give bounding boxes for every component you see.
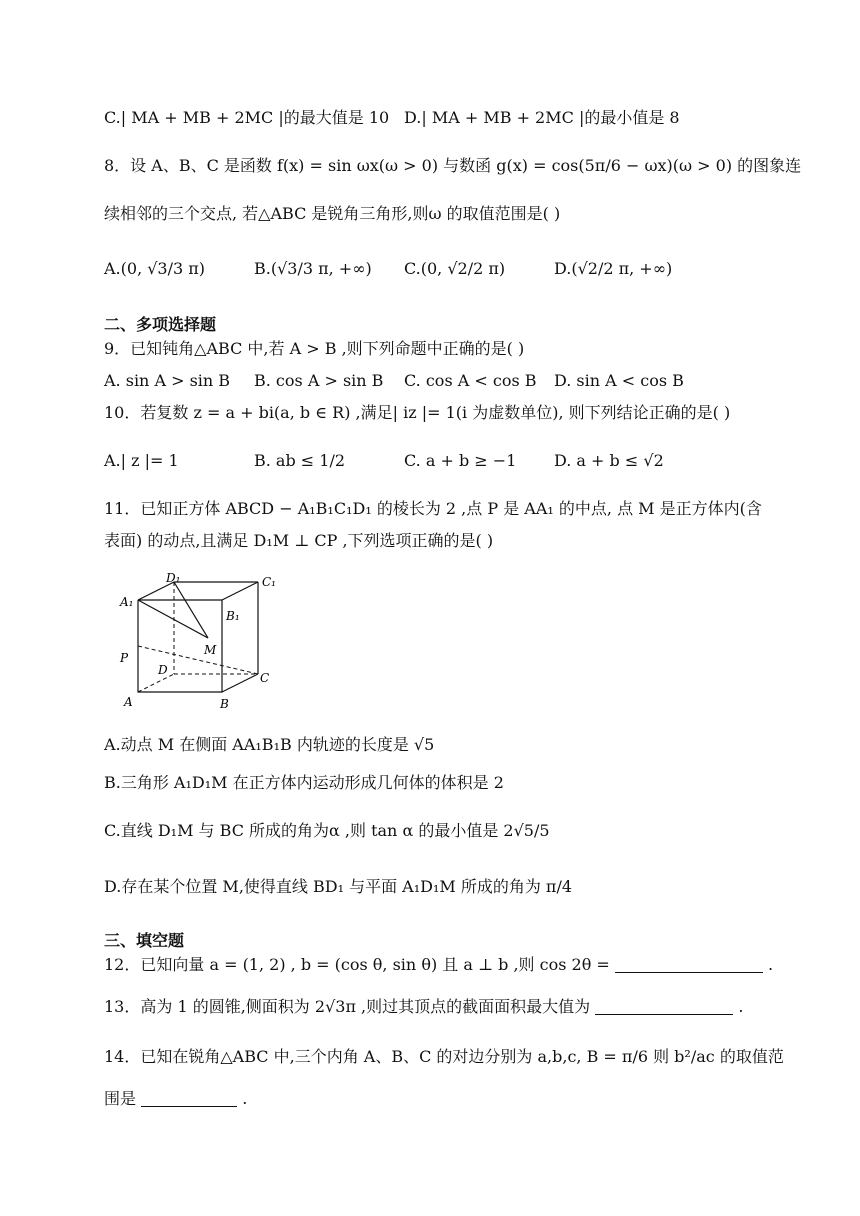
q13-text: 13．高为 1 的圆锥,侧面积为 2√3π ,则过其顶点的截面面积最大值为	[104, 997, 591, 1016]
q11-option-c: C.直线 D₁M 与 BC 所成的角为α ,则 tan α 的最小值是 2√5/5	[104, 821, 550, 840]
cube-figure	[108, 572, 288, 712]
section-title-multiple-choice: 二、多项选择题	[104, 315, 217, 334]
label-b: B	[220, 697, 229, 711]
label-d: D	[158, 663, 168, 677]
q8-option-a: A.(0, √3/3 π)	[104, 259, 206, 278]
q10-option-c: C. a + b ≥ −1	[404, 451, 517, 470]
q11-option-a: A.动点 M 在侧面 AA₁B₁B 内轨迹的长度是 √5	[104, 735, 435, 754]
q13-answer-blank[interactable]	[595, 998, 733, 1015]
q11-option-b: B.三角形 A₁D₁M 在正方体内运动形成几何体的体积是 2	[104, 773, 504, 792]
q8-option-b: B.(√3/3 π, +∞)	[254, 259, 372, 278]
q14-answer-blank[interactable]	[141, 1090, 237, 1107]
q12-line	[104, 954, 773, 976]
q13-end: .	[738, 997, 744, 1016]
section-title-fill-in: 三、填空题	[104, 931, 185, 950]
q12-answer-blank[interactable]	[615, 956, 763, 973]
q8-text-line2: 续相邻的三个交点, 若△ABC 是锐角三角形,则ω 的取值范围是( )	[104, 204, 561, 223]
q9-option-c: C. cos A < cos B	[404, 371, 537, 390]
label-c: C	[260, 671, 270, 685]
q9-option-d: D. sin A < cos B	[554, 371, 684, 390]
q7-option-d: D.| MA + MB + 2MC |的最小值是 8	[404, 108, 680, 127]
q14-end: .	[242, 1089, 248, 1108]
q10-text: 10．若复数 z = a + bi(a, b ∈ R) ,满足| iz |= 1(i 为虚数单位), 则下列结论正确的是( )	[104, 403, 731, 422]
q12-end: .	[768, 955, 774, 974]
q12-text: 12．已知向量 a = (1, 2) , b = (cos θ, sin θ) 且 a ⊥ b ,则 cos 2θ =	[104, 955, 610, 974]
label-m: M	[204, 643, 217, 657]
q14-text-line1: 14．已知在锐角△ABC 中,三个内角 A、B、C 的对边分别为 a,b,c, B = π/6 则 b²/ac 的取值范	[104, 1047, 784, 1066]
label-a1: A₁	[120, 595, 134, 609]
q11-text-line2: 表面) 的动点,且满足 D₁M ⊥ CP ,下列选项正确的是( )	[104, 531, 494, 550]
label-a: A	[124, 695, 133, 709]
q9-text: 9．已知钝角△ABC 中,若 A > B ,则下列命题中正确的是( )	[104, 339, 525, 358]
q14-text-line2: 围是	[104, 1089, 137, 1108]
q7-option-c: C.| MA + MB + 2MC |的最大值是 10	[104, 108, 390, 127]
q8-option-d: D.(√2/2 π, +∞)	[554, 259, 673, 278]
q10-option-b: B. ab ≤ 1/2	[254, 451, 346, 470]
label-d1: D₁	[166, 572, 181, 585]
q14-line2	[104, 1088, 247, 1110]
q11-text-line1: 11．已知正方体 ABCD − A₁B₁C₁D₁ 的棱长为 2 ,点 P 是 AA₁ 的中点, 点 M 是正方体内(含	[104, 499, 762, 518]
q8-option-c: C.(0, √2/2 π)	[404, 259, 506, 278]
label-b1: B₁	[226, 609, 240, 623]
q9-option-a: A. sin A > sin B	[104, 371, 231, 390]
q9-option-b: B. cos A > sin B	[254, 371, 384, 390]
q11-option-d: D.存在某个位置 M,使得直线 BD₁ 与平面 A₁D₁M 所成的角为 π/4	[104, 877, 573, 896]
q10-option-a: A.| z |= 1	[104, 451, 179, 470]
q8-text-line1: 8．设 A、B、C 是函数 f(x) = sin ωx(ω > 0) 与数函 g(x) = cos(5π/6 − ωx)(ω > 0) 的图象连	[104, 156, 802, 175]
q13-line	[104, 996, 743, 1018]
label-p: P	[120, 651, 129, 665]
label-c1: C₁	[262, 575, 276, 589]
q10-option-d: D. a + b ≤ √2	[554, 451, 664, 470]
